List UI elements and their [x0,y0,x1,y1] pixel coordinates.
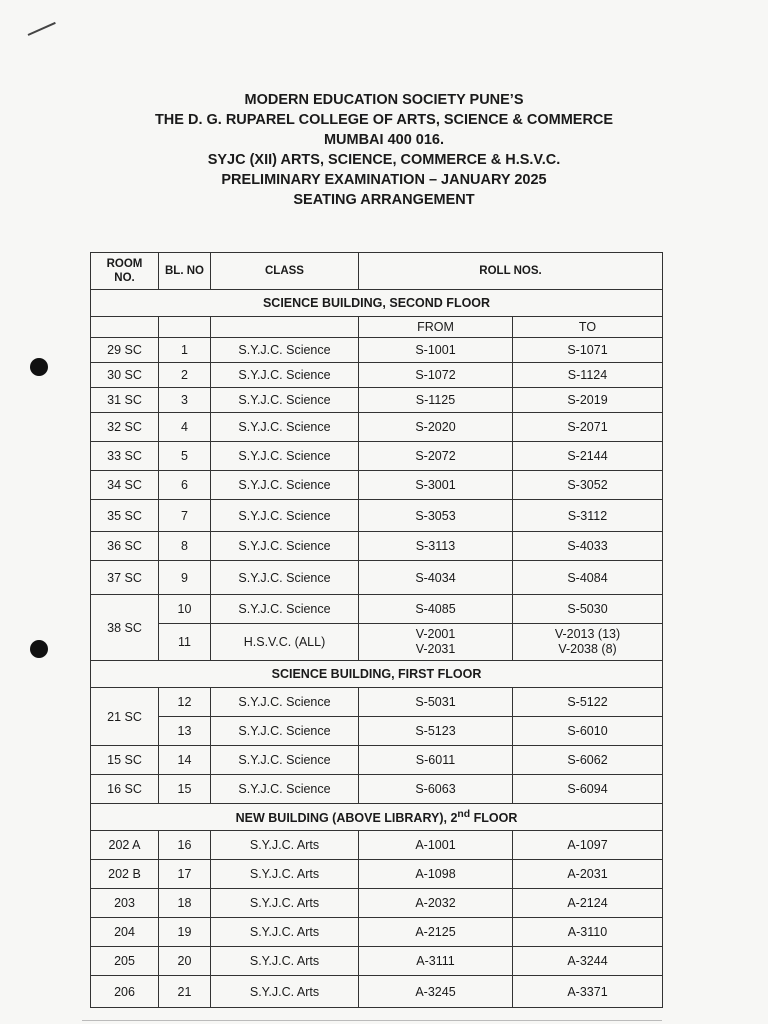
table-row: 35 SC 7 S.Y.J.C. Science S-3053 S-3112 [91,500,663,532]
section-row [91,661,663,688]
room-21sc: 21 SC [91,688,159,746]
table-row: 203 18 S.Y.J.C. Arts A-2032 A-2124 [91,889,663,918]
table-row: 206 21 S.Y.J.C. Arts A-3245 A-3371 [91,976,663,1008]
seating-table [90,252,663,1008]
header-room: ROOM NO. [91,253,159,290]
section-title: SCIENCE BUILDING, FIRST FLOOR [91,661,663,688]
table-row: 11 H.S.V.C. (ALL) V-2001 V-2031 V-2013 (13) V-2038 (8) [91,624,663,661]
to-label: TO [513,317,663,338]
heading-classes: SYJC (XII) ARTS, SCIENCE, COMMERCE & H.S.V.C. [207,152,561,168]
table-row: 31 SC 3 S.Y.J.C. Science S-1125 S-2019 [91,388,663,413]
section-row [91,290,663,317]
punch-hole [30,640,48,658]
table-row: 32 SC 4 S.Y.J.C. Science S-2020 S-2071 [91,413,663,442]
header-class: CLASS [211,253,359,290]
table-row: 36 SC 8 S.Y.J.C. Science S-3113 S-4033 [91,532,663,561]
heading-title: SEATING ARRANGEMENT [293,192,475,208]
table-row: 15 SC 14 S.Y.J.C. Science S-6011 S-6062 [91,746,663,775]
table-header-row [91,253,663,290]
table-row: 29 SC 1 S.Y.J.C. Science S-1001 S-1071 [91,338,663,363]
pen-mark [28,22,56,36]
table-row: 205 20 S.Y.J.C. Arts A-3111 A-3244 [91,947,663,976]
header-roll: ROLL NOS. [359,253,663,290]
section-title: NEW BUILDING (ABOVE LIBRARY), 2nd FLOOR [91,804,663,831]
section-row [91,804,663,831]
table-row: 30 SC 2 S.Y.J.C. Science S-1072 S-1124 [91,363,663,388]
document-heading [0,90,768,210]
table-row: 202 A 16 S.Y.J.C. Arts A-1001 A-1097 [91,831,663,860]
subheader-row [91,317,663,338]
table-row: 21 SC 12 S.Y.J.C. Science S-5031 S-5122 [91,688,663,717]
heading-exam: PRELIMINARY EXAMINATION – JANUARY 2025 [221,172,547,188]
punch-hole [30,358,48,376]
table-row: 16 SC 15 S.Y.J.C. Science S-6063 S-6094 [91,775,663,804]
header-block: BL. NO [159,253,211,290]
section-title: SCIENCE BUILDING, SECOND FLOOR [91,290,663,317]
table-row: 33 SC 5 S.Y.J.C. Science S-2072 S-2144 [91,442,663,471]
table-row: 37 SC 9 S.Y.J.C. Science S-4034 S-4084 [91,561,663,595]
heading-city: MUMBAI 400 016. [323,132,445,148]
page-bottom-edge [82,1020,662,1021]
table-row: 13 S.Y.J.C. Science S-5123 S-6010 [91,717,663,746]
table-row: 202 B 17 S.Y.J.C. Arts A-1098 A-2031 [91,860,663,889]
room-38sc: 38 SC [91,595,159,661]
heading-college: THE D. G. RUPAREL COLLEGE OF ARTS, SCIENCE & COMMERCE [154,112,614,128]
from-label: FROM [359,317,513,338]
heading-society: MODERN EDUCATION SOCIETY PUNE’S [244,92,524,108]
table-row: 204 19 S.Y.J.C. Arts A-2125 A-3110 [91,918,663,947]
table-row: 34 SC 6 S.Y.J.C. Science S-3001 S-3052 [91,471,663,500]
table-row: 38 SC 10 S.Y.J.C. Science S-4085 S-5030 [91,595,663,624]
